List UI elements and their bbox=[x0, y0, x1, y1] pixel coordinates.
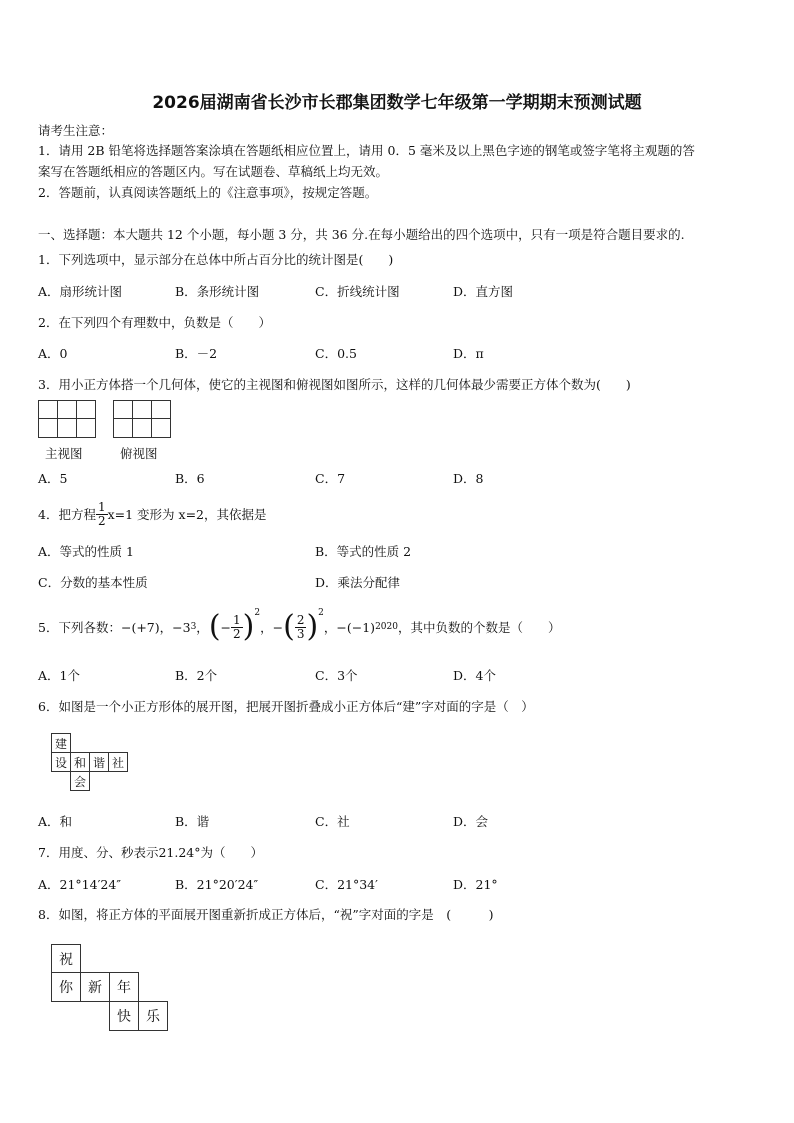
q5-option-d: D．4个 bbox=[453, 668, 496, 683]
net-cell: 谐 bbox=[89, 752, 109, 772]
q5-fraction-1: $\frac{1}{2}$ bbox=[233, 612, 241, 641]
q5-option-b: B．2个 bbox=[175, 668, 218, 683]
q2-option-c: C．0.5 bbox=[315, 346, 357, 361]
q3-option-c: C．7 bbox=[315, 471, 346, 486]
question-7-stem: 7．用度、分、秒表示21.24°为（ ） bbox=[38, 845, 263, 860]
net-cell: 年 bbox=[109, 972, 139, 1002]
q7-option-c: C．21°34′ bbox=[315, 877, 378, 892]
q3-option-a: A．5 bbox=[38, 471, 68, 486]
q4-option-b: B．等式的性质 2 bbox=[315, 544, 412, 559]
net-cell: 和 bbox=[70, 752, 90, 772]
q3-option-d: D．8 bbox=[453, 471, 484, 486]
net-cell: 你 bbox=[51, 972, 81, 1002]
net-cell: 祝 bbox=[51, 944, 81, 973]
page-title: 2026届湖南省长沙市长郡集团数学七年级第一学期期末预测试题 bbox=[152, 93, 642, 113]
q7-option-b: B．21°20′24″ bbox=[175, 877, 259, 892]
q6-option-a: A．和 bbox=[38, 814, 73, 829]
net-cell: 乐 bbox=[138, 1001, 168, 1031]
q7-option-d: D．21° bbox=[453, 877, 498, 892]
q1-option-a: A．扇形统计图 bbox=[38, 284, 123, 299]
q2-option-d: D．π bbox=[453, 346, 484, 361]
q6-option-b: B．谐 bbox=[175, 814, 210, 829]
front-view-label: 主视图 bbox=[45, 446, 83, 461]
question-3-stem: 3．用小正方体搭一个几何体，使它的主视图和俯视图如图所示，这样的几何体最少需要正方体个数为( ) bbox=[38, 377, 631, 392]
net-cell: 设 bbox=[51, 752, 71, 772]
notice-item-2: 2．答题前，认真阅读答题纸上的《注意事项》，按规定答题。 bbox=[38, 185, 378, 200]
notice-item-1: 1．请用 2B 铅笔将选择题答案涂填在答题纸相应位置上，请用 0．5 毫米及以上黑色字迹的钢笔或签字笔将主观题的答 bbox=[38, 143, 695, 158]
question-2-stem: 2．在下列四个有理数中，负数是（ ） bbox=[38, 315, 271, 330]
q3-option-b: B．6 bbox=[175, 471, 205, 486]
question-6-stem: 6．如图是一个小正方形体的展开图，把展开图折叠成小正方体后“建”字对面的字是（ ） bbox=[38, 699, 534, 714]
net-cell: 快 bbox=[109, 1001, 139, 1031]
question-5-stem: 5．下列各数： −(+7)，−3 3 ， ( − $\frac{1}{2}$ ) $^2$ ，− ( $\frac{2}{3}$ ) $^2$ ，−(−1) 2020 ，其中负数的个数是（ ） bbox=[38, 608, 561, 644]
q5-fraction-2: $\frac{2}{3}$ bbox=[296, 612, 305, 641]
q1-option-c: C．折线统计图 bbox=[315, 284, 400, 299]
section-heading: 一、选择题：本大题共 12 个小题，每小题 3 分，共 36 分.在每小题给出的四个选项中，只有一项是符合题目要求的. bbox=[38, 227, 685, 242]
q4-option-c: C．分数的基本性质 bbox=[38, 575, 148, 590]
net-cell: 社 bbox=[108, 752, 128, 772]
q4-stem-post: x=1 变形为 x=2，其依据是 bbox=[107, 507, 267, 522]
q4-option-a: A．等式的性质 1 bbox=[38, 544, 134, 559]
q5-option-a: A．1个 bbox=[38, 668, 80, 683]
q2-option-b: B．－2 bbox=[175, 346, 218, 361]
q5-option-c: C．3个 bbox=[315, 668, 358, 683]
q6-option-c: C．社 bbox=[315, 814, 350, 829]
question-1-stem: 1．下列选项中，显示部分在总体中所占百分比的统计图是( ) bbox=[38, 252, 394, 267]
net-cell: 建 bbox=[51, 733, 71, 753]
question-8-stem: 8．如图，将正方体的平面展开图重新折成正方体后，“祝”字对面的字是 ( ) bbox=[38, 907, 494, 922]
notice-item-1-cont: 案写在答题纸相应的答题区内。写在试题卷、草稿纸上均无效。 bbox=[38, 164, 389, 179]
q1-option-d: D．直方图 bbox=[453, 284, 514, 299]
net-cell: 新 bbox=[80, 972, 110, 1002]
q4-fraction: $\frac{1}{2}$ bbox=[97, 499, 106, 528]
q4-option-d: D．乘法分配律 bbox=[315, 575, 401, 590]
q2-option-a: A．0 bbox=[38, 346, 68, 361]
q1-option-b: B．条形统计图 bbox=[175, 284, 260, 299]
top-view-label: 俯视图 bbox=[120, 446, 158, 461]
q6-option-d: D．会 bbox=[453, 814, 489, 829]
net-cell: 会 bbox=[70, 771, 90, 791]
q7-option-a: A．21°14′24″ bbox=[38, 877, 122, 892]
q4-stem-pre: 4．把方程 bbox=[38, 507, 96, 522]
notice-heading: 请考生注意： bbox=[38, 123, 114, 138]
question-4-stem bbox=[38, 497, 267, 531]
